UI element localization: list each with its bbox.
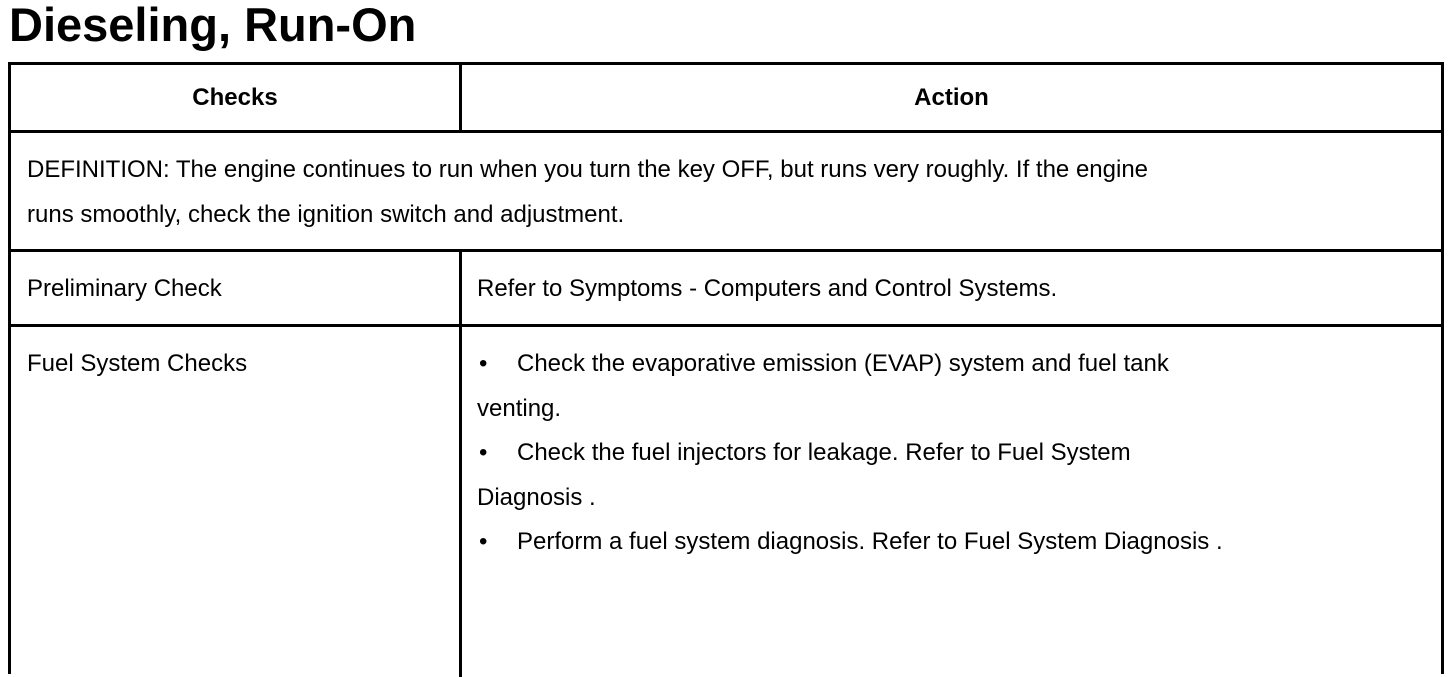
row-divider bbox=[11, 324, 1441, 327]
diagnostic-table bbox=[8, 62, 1444, 674]
header-action: Action bbox=[914, 84, 989, 111]
check-fuel-system: Fuel System Checks bbox=[27, 350, 248, 377]
list-item: • Check the fuel injectors for leakage. Refer to Fuel System bbox=[477, 431, 1223, 476]
list-item-continuation: venting. bbox=[477, 394, 562, 422]
definition-divider bbox=[11, 249, 1441, 252]
definition-text bbox=[27, 148, 1148, 237]
list-item-continuation: Diagnosis . bbox=[477, 483, 596, 511]
bullet-icon: • bbox=[479, 350, 488, 377]
column-divider-body bbox=[459, 252, 462, 677]
header-checks: Checks bbox=[192, 84, 278, 111]
definition-line-2: runs smoothly, check the ignition switch and adjustment. bbox=[27, 200, 625, 228]
bullet-icon: • bbox=[479, 439, 488, 466]
action-fuel-system bbox=[477, 342, 1223, 565]
check-preliminary: Preliminary Check bbox=[27, 275, 222, 302]
action-preliminary: Refer to Symptoms - Computers and Control Systems. bbox=[477, 275, 1058, 302]
list-item: • Check the evaporative emission (EVAP) system and fuel tank bbox=[477, 342, 1223, 387]
bullet-icon: • bbox=[479, 528, 488, 555]
list-item: • Perform a fuel system diagnosis. Refer to Fuel System Diagnosis . bbox=[477, 520, 1223, 565]
definition-line-1: DEFINITION: The engine continues to run when you turn the key OFF, but runs very roughly. If the engine bbox=[27, 156, 1149, 183]
header-divider bbox=[11, 130, 1441, 133]
page-title: Dieseling, Run-On bbox=[9, 0, 417, 51]
